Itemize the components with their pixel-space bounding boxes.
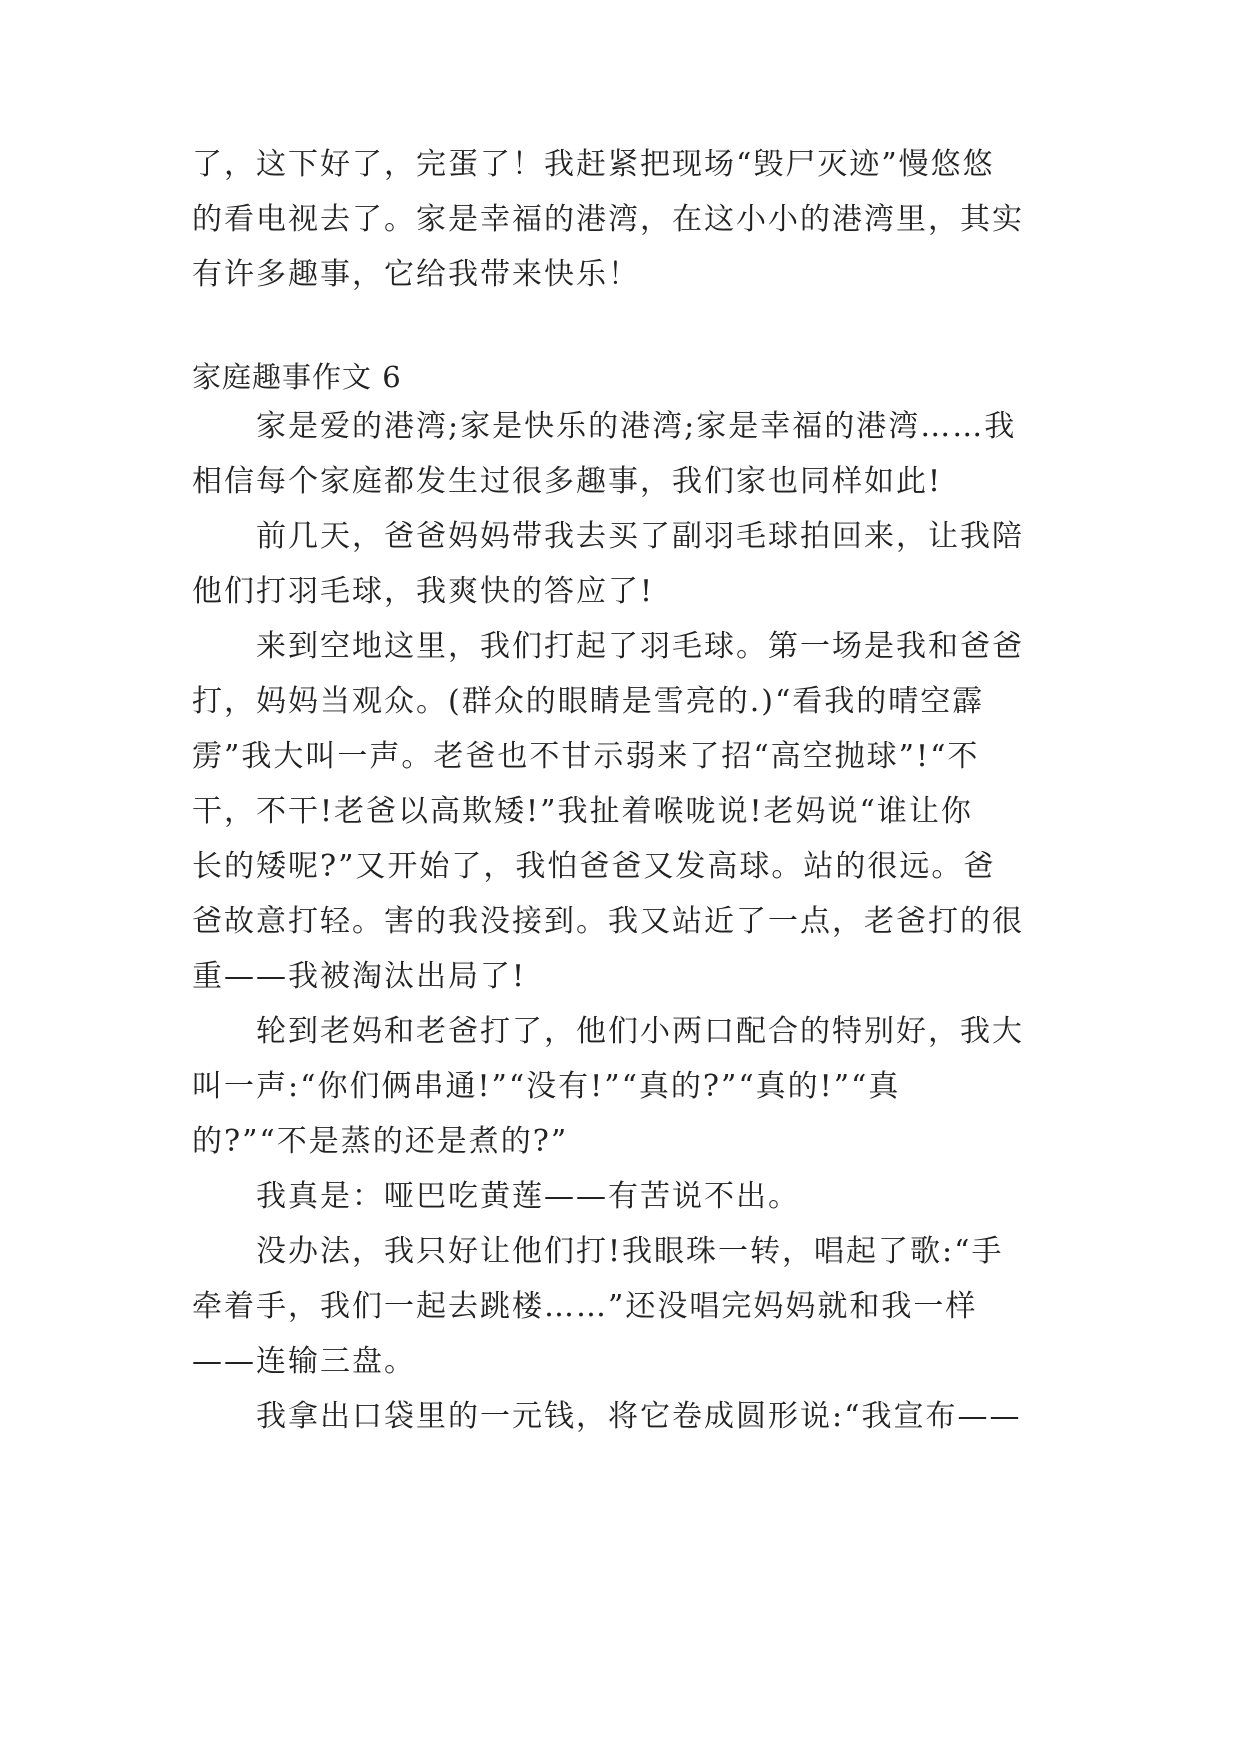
paragraph-line: 相信每个家庭都发生过很多趣事，我们家也同样如此! <box>192 464 943 499</box>
paragraph-line: 雳”我大叫一声。老爸也不甘示弱来了招“高空抛球”!“不 <box>192 739 980 774</box>
paragraph-line: 他们打羽毛球，我爽快的答应了! <box>192 574 655 609</box>
paragraph-line: 干，不干!老爸以高欺矮!”我扯着喉咙说!老妈说“谁让你 <box>192 794 973 829</box>
paragraph-line: 的?”“不是蒸的还是煮的?” <box>192 1124 569 1159</box>
continuation-line: 了，这下好了，完蛋了！我赶紧把现场“毁尸灭迹”慢悠悠 <box>192 147 995 182</box>
paragraph-line: 前几天，爸爸妈妈带我去买了副羽毛球拍回来，让我陪 <box>256 519 1024 554</box>
paragraph-line: 轮到老妈和老爸打了，他们小两口配合的特别好，我大 <box>256 1014 1024 1049</box>
continuation-line: 的看电视去了。家是幸福的港湾，在这小小的港湾里，其实 <box>192 202 1024 237</box>
paragraph-line: 家是爱的港湾;家是快乐的港湾;家是幸福的港湾……我 <box>256 409 1017 444</box>
paragraph-line: 我真是：哑巴吃黄莲——有苦说不出。 <box>256 1179 800 1214</box>
paragraph-line: 牵着手，我们一起去跳楼……”还没唱完妈妈就和我一样 <box>192 1289 978 1324</box>
paragraph-line: 爸故意打轻。害的我没接到。我又站近了一点，老爸打的很 <box>192 904 1024 939</box>
paragraph-line: 我拿出口袋里的一元钱，将它卷成圆形说:“我宣布—— <box>256 1399 1022 1434</box>
paragraph-line: 来到空地这里，我们打起了羽毛球。第一场是我和爸爸 <box>256 629 1024 664</box>
paragraph-line: 叫一声:“你们俩串通!”“没有!”“真的?”“真的!”“真 <box>192 1069 901 1104</box>
paragraph-line: 打，妈妈当观众。(群众的眼睛是雪亮的.)“看我的晴空霹 <box>192 684 985 719</box>
paragraph-line: 长的矮呢?”又开始了，我怕爸爸又发高球。站的很远。爸 <box>192 849 996 884</box>
paragraph-line: ——连输三盘。 <box>192 1344 416 1379</box>
paragraph-line: 没办法，我只好让他们打!我眼珠一转，唱起了歌:“手 <box>256 1234 1004 1269</box>
continuation-line: 有许多趣事，它给我带来快乐！ <box>192 257 640 292</box>
paragraph-line: 重——我被淘汰出局了! <box>192 959 527 994</box>
section-title: 家庭趣事作文 6 <box>192 360 402 394</box>
